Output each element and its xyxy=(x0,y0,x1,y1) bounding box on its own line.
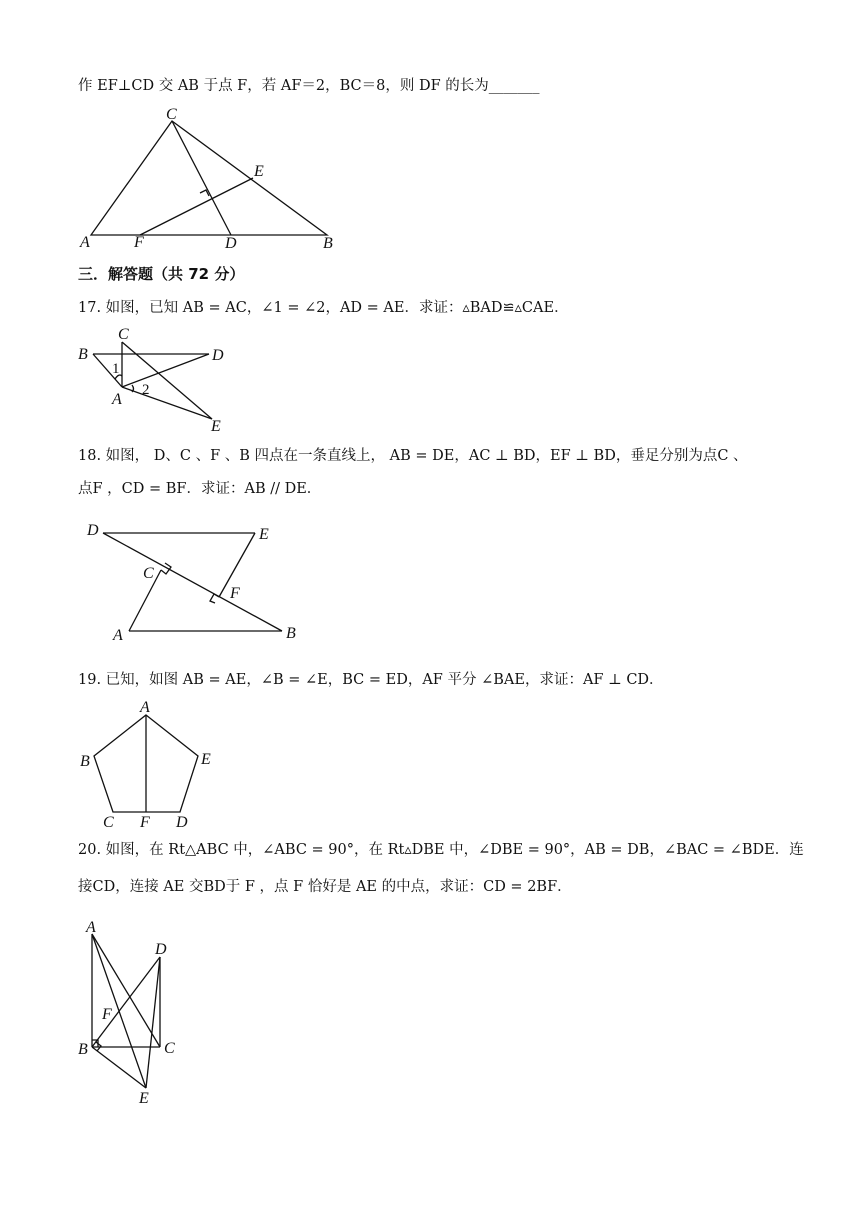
label-f: F xyxy=(134,234,144,251)
section-title: 三．解答题（共 72 分） xyxy=(78,265,245,283)
q20-line1: 20. 如图，在 Rt△ABC 中，∠ABC = 90°，在 Rt▵DBE 中，∠DBE = 90°，AB = DB，∠BAC = ∠BDE．连 xyxy=(78,842,804,858)
label-a: A xyxy=(113,627,123,644)
q20-line2: 接CD，连接 AE 交BD于 F ，点 F 恰好是 AE 的中点，求证：CD = 2BF． xyxy=(78,879,572,895)
label-b: B xyxy=(80,753,90,770)
label-d: D xyxy=(155,941,167,958)
label-b: B xyxy=(78,346,88,363)
label-c: C xyxy=(103,814,114,831)
label-1: 1 xyxy=(112,361,120,377)
q16-text: 作 EF⊥CD 交 AB 于点 F，若 AF＝2，BC＝8，则 DF 的长为_______ xyxy=(78,78,540,94)
label-f: F xyxy=(140,814,150,831)
q19-text: 19. 已知，如图 AB = AE，∠B = ∠E，BC = ED，AF 平分 ∠BAE，求证：AF ⊥ CD． xyxy=(78,672,664,688)
label-f: F xyxy=(102,1006,112,1023)
label-d: D xyxy=(225,235,237,252)
label-c: C xyxy=(143,565,154,582)
label-c: C xyxy=(118,326,129,343)
label-a: A xyxy=(112,391,122,408)
label-d: D xyxy=(212,347,224,364)
segment-de xyxy=(146,957,160,1088)
label-b: B xyxy=(78,1041,88,1058)
label-a: A xyxy=(80,234,90,251)
label-f: F xyxy=(230,585,240,602)
label-b: B xyxy=(286,625,296,642)
q17-text: 17. 如图，已知 AB = AC，∠1 = ∠2，AD = AE．求证：▵BAD≌▵CAE． xyxy=(78,300,569,316)
label-e: E xyxy=(259,526,269,543)
q18-line1: 18. 如图， D、C 、F 、B 四点在一条直线上， AB = DE，AC ⊥ BD，EF ⊥ BD，垂足分别为点C 、 xyxy=(78,448,748,464)
label-d: D xyxy=(87,522,99,539)
label-a: A xyxy=(140,699,150,716)
label-c: C xyxy=(164,1040,175,1057)
label-e: E xyxy=(139,1090,149,1107)
segment-be xyxy=(92,1047,146,1088)
label-c: C xyxy=(166,106,177,123)
label-e: E xyxy=(211,418,221,435)
q18-line2: 点F ，CD = BF．求证：AB // DE． xyxy=(78,481,322,497)
label-2: 2 xyxy=(142,382,150,398)
label-a: A xyxy=(86,919,96,936)
label-e: E xyxy=(254,163,264,180)
label-d: D xyxy=(176,814,188,831)
segment-bd xyxy=(92,957,160,1047)
label-e: E xyxy=(201,751,211,768)
label-b: B xyxy=(323,235,333,252)
